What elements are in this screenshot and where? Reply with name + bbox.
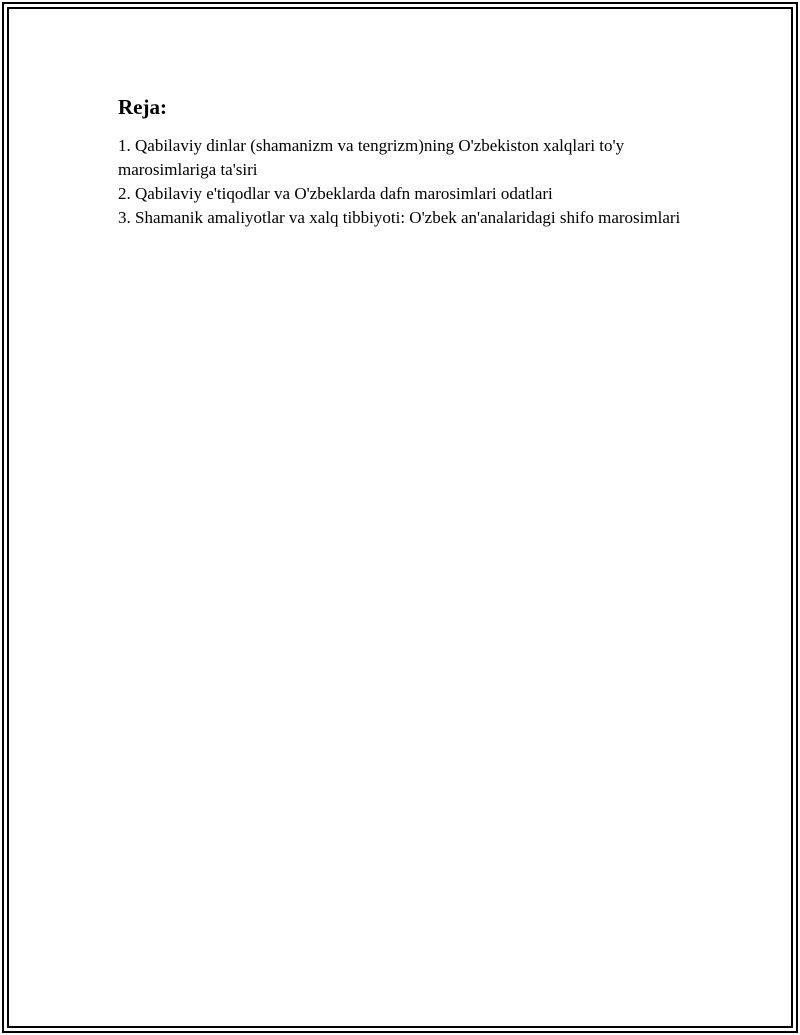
plan-item-3: 3. Shamanik amaliyotlar va xalq tibbiyoti: O'zbek an'analaridagi shifo marosimlari	[118, 208, 681, 227]
plan-heading: Reja:	[118, 95, 167, 119]
page-content	[118, 94, 688, 230]
plan-list	[118, 134, 688, 230]
plan-item-1: 1. Qabilaviy dinlar (shamanizm va tengrizm)ning O'zbekiston xalqlari to'y marosimlariga ta'siri	[118, 136, 625, 179]
plan-item-2: 2. Qabilaviy e'tiqodlar va O'zbeklarda dafn marosimlari odatlari	[118, 184, 553, 203]
